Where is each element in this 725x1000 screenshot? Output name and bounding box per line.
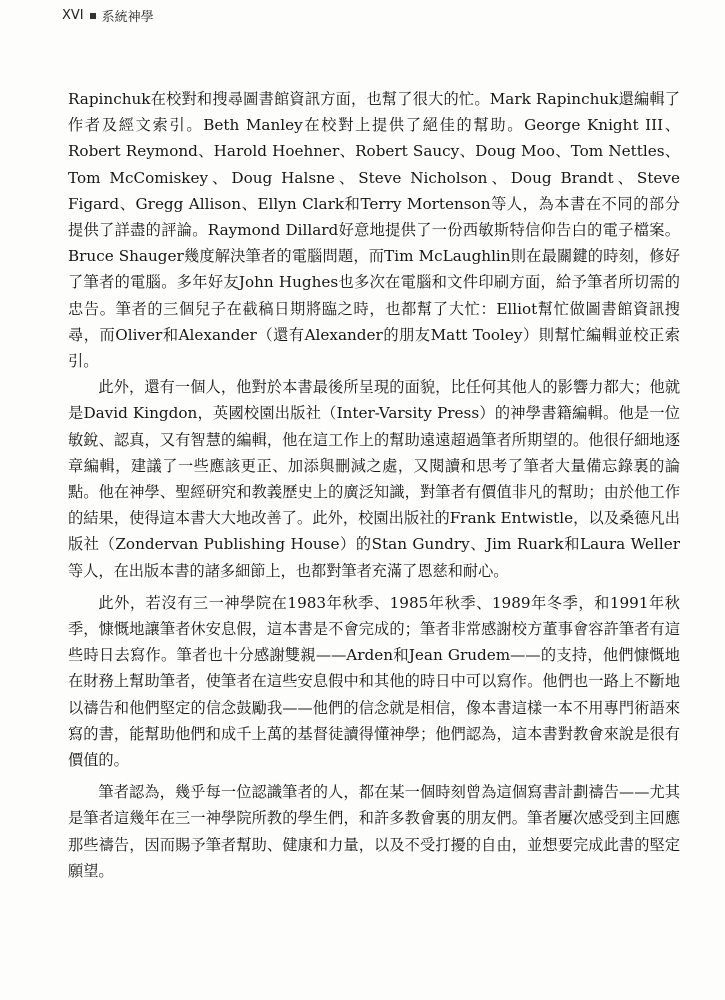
square-bullet-icon (90, 13, 96, 19)
running-header (62, 6, 154, 25)
paragraph-4: 筆者認為，幾乎每一位認識筆者的人，都在某一個時刻曾為這個寫書計劃禱告——尤其是筆者這幾年在三一神學院所教的學生們，和許多教會裏的朋友們。筆者屢次感受到主回應那些禱告，因而賜予筆者幫助、健康和力量，以及不受打擾的自由，並想要完成此書的堅定願望。 (68, 783, 680, 880)
paragraph-3: 此外，若沒有三一神學院在1983年秋季、1985年秋季、1989年冬季，和1991年秋季，慷慨地讓筆者休安息假，這本書是不會完成的；筆者非常感謝校方董事會容許筆者有這些時日去寫作。筆者也十分感謝雙親——Arden和Jean Grudem——的支持，他們慷慨地在財務上幫助筆者，使筆者在這些安息假中和其他的時日中可以寫作。他們也一路上不斷地以禱告和他們堅定的信念鼓勵我——他們的信念就是相信，像本書這樣一本不用專門術語來寫的書，能幫助他們和成千上萬的基督徒讀得懂神學；他們認為，這本書對教會來說是很有價值的。 (68, 593, 680, 770)
page-body (68, 86, 680, 884)
paragraph-2: 此外，還有一個人，他對於本書最後所呈現的面貌，比任何其他人的影響力都大；他就是David Kingdon，英國校園出版社（Inter-Varsity Press）的神學書籍編輯。他是一位敏銳、認真，又有智慧的編輯，他在這工作上的幫助遠遠超過筆者所期望的。他很仔細地逐章編輯，建議了一些應該更正、加添與刪減之處，又閱讀和思考了筆者大量備忘錄裏的論點。他在神學、聖經研究和教義歷史上的廣泛知識，對筆者有價值非凡的幫助；由於他工作的結果，使得這本書大大地改善了。此外，校園出版社的Frank Entwistle，以及桑德凡出版社（Zondervan Publishing House）的Stan Gundry、Jim Ruark和Laura Weller等人，在出版本書的諸多細節上，也都對筆者充滿了恩慈和耐心。 (68, 378, 680, 580)
book-title: 系統神學 (101, 10, 154, 25)
page-number: XVI (62, 8, 84, 23)
paragraph-1: Rapinchuk在校對和搜尋圖書館資訊方面，也幫了很大的忙。Mark Rapinchuk還編輯了作者及經文索引。Beth Manley在校對上提供了絕佳的幫助。George Knight III、Robert Reymond、Harold Hoehner、Robert Saucy、Doug Moo、Tom Nettles、Tom McComiskey、Doug Halsne、Steve Nicholson、Doug Brandt、Steve Figard、Gregg Allison、Ellyn Clark和Terry Mortenson等人，為本書在不同的部分提供了詳盡的評論。Raymond Dillard好意地提供了一份西敏斯特信仰告白的電子檔案。Bruce Shauger幾度解決筆者的電腦問題，而Tim McLaughlin則在最關鍵的時刻，修好了筆者的電腦。多年好友John Hughes也多次在電腦和文件印刷方面，給予筆者所切需的忠告。筆者的三個兒子在截稿日期將臨之時，也都幫了大忙：Elliot幫忙做圖書館資訊搜尋，而Oliver和Alexander（還有Alexander的朋友Matt Tooley）則幫忙編輯並校正索引。 (68, 90, 680, 371)
